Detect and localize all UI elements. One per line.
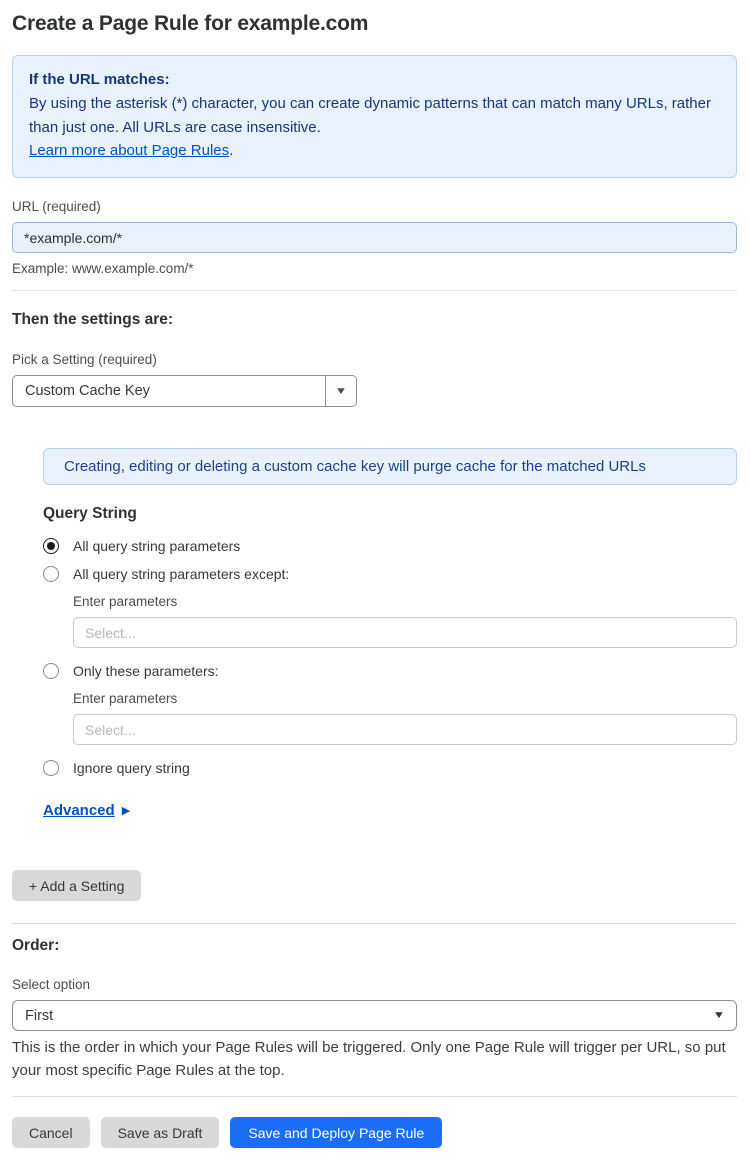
- only-parameters-input[interactable]: [73, 714, 737, 745]
- radio-selected-icon[interactable]: [43, 538, 59, 554]
- add-setting-button[interactable]: + Add a Setting: [12, 870, 141, 901]
- setting-dropdown-value: Custom Cache Key: [25, 383, 150, 399]
- url-label: URL (required): [12, 199, 101, 214]
- radio-option-only-these-params[interactable]: [43, 663, 737, 679]
- cancel-button[interactable]: Cancel: [12, 1117, 90, 1148]
- add-setting-row: [12, 870, 737, 901]
- radio-label: Ignore query string: [73, 760, 190, 776]
- divider: [12, 923, 737, 924]
- radio-unselected-icon[interactable]: [43, 663, 59, 679]
- chevron-down-icon: ▼: [334, 385, 348, 397]
- url-match-info-box: [12, 55, 737, 178]
- custom-cache-key-panel: [43, 448, 737, 819]
- info-link-row: [29, 139, 720, 162]
- radio-unselected-icon[interactable]: [43, 566, 59, 582]
- footer-actions: [12, 1117, 737, 1148]
- chevron-down-icon: ▼: [712, 1010, 726, 1021]
- save-deploy-button[interactable]: Save and Deploy Page Rule: [230, 1117, 442, 1148]
- radio-option-ignore-query-string[interactable]: [43, 760, 737, 776]
- enter-parameters-label: Enter parameters: [73, 691, 178, 706]
- divider: [12, 290, 737, 291]
- advanced-toggle[interactable]: [43, 802, 737, 819]
- setting-dropdown-caret-button[interactable]: [325, 376, 356, 406]
- divider: [12, 1096, 737, 1097]
- query-string-heading: Query String: [43, 505, 137, 522]
- radio-option-all-params-except[interactable]: [43, 566, 737, 582]
- setting-dropdown[interactable]: [12, 375, 357, 407]
- order-select[interactable]: [12, 1000, 737, 1031]
- order-select-label: Select option: [12, 977, 91, 992]
- radio-label: All query string parameters except:: [73, 566, 290, 582]
- info-box-body: By using the asterisk (*) character, you can create dynamic patterns that can match many URLs, rather than just one. All URLs are case insensitive.: [29, 95, 711, 136]
- order-heading: Order:: [12, 937, 60, 954]
- order-select-value: First: [25, 1007, 54, 1024]
- purge-cache-notice: Creating, editing or deleting a custom cache key will purge cache for the matched URLs: [43, 448, 737, 485]
- order-help-text: This is the order in which your Page Rules will be triggered. Only one Page Rule will trigger per URL, so put your most specific Page Rules at the top.: [12, 1039, 726, 1079]
- url-input[interactable]: [12, 222, 737, 253]
- radio-option-all-query-params[interactable]: [43, 538, 737, 554]
- radio-label: Only these parameters:: [73, 663, 219, 679]
- settings-heading: Then the settings are:: [12, 311, 174, 328]
- learn-more-link[interactable]: Learn more about Page Rules: [29, 141, 230, 159]
- except-parameters-input[interactable]: [73, 617, 737, 648]
- radio-label: All query string parameters: [73, 538, 241, 554]
- url-example-hint: Example: www.example.com/*: [12, 261, 194, 276]
- param-group-only: [73, 691, 737, 745]
- enter-parameters-label: Enter parameters: [73, 594, 178, 609]
- info-link-period: .: [229, 141, 234, 159]
- param-group-except: [73, 594, 737, 648]
- info-box-heading: If the URL matches:: [29, 71, 170, 88]
- page-title: Create a Page Rule for example.com: [12, 12, 369, 35]
- pick-setting-label: Pick a Setting (required): [12, 352, 157, 367]
- advanced-link[interactable]: Advanced: [43, 802, 115, 819]
- save-draft-button[interactable]: Save as Draft: [101, 1117, 220, 1148]
- radio-unselected-icon[interactable]: [43, 760, 59, 776]
- chevron-right-icon: ▶: [121, 805, 131, 817]
